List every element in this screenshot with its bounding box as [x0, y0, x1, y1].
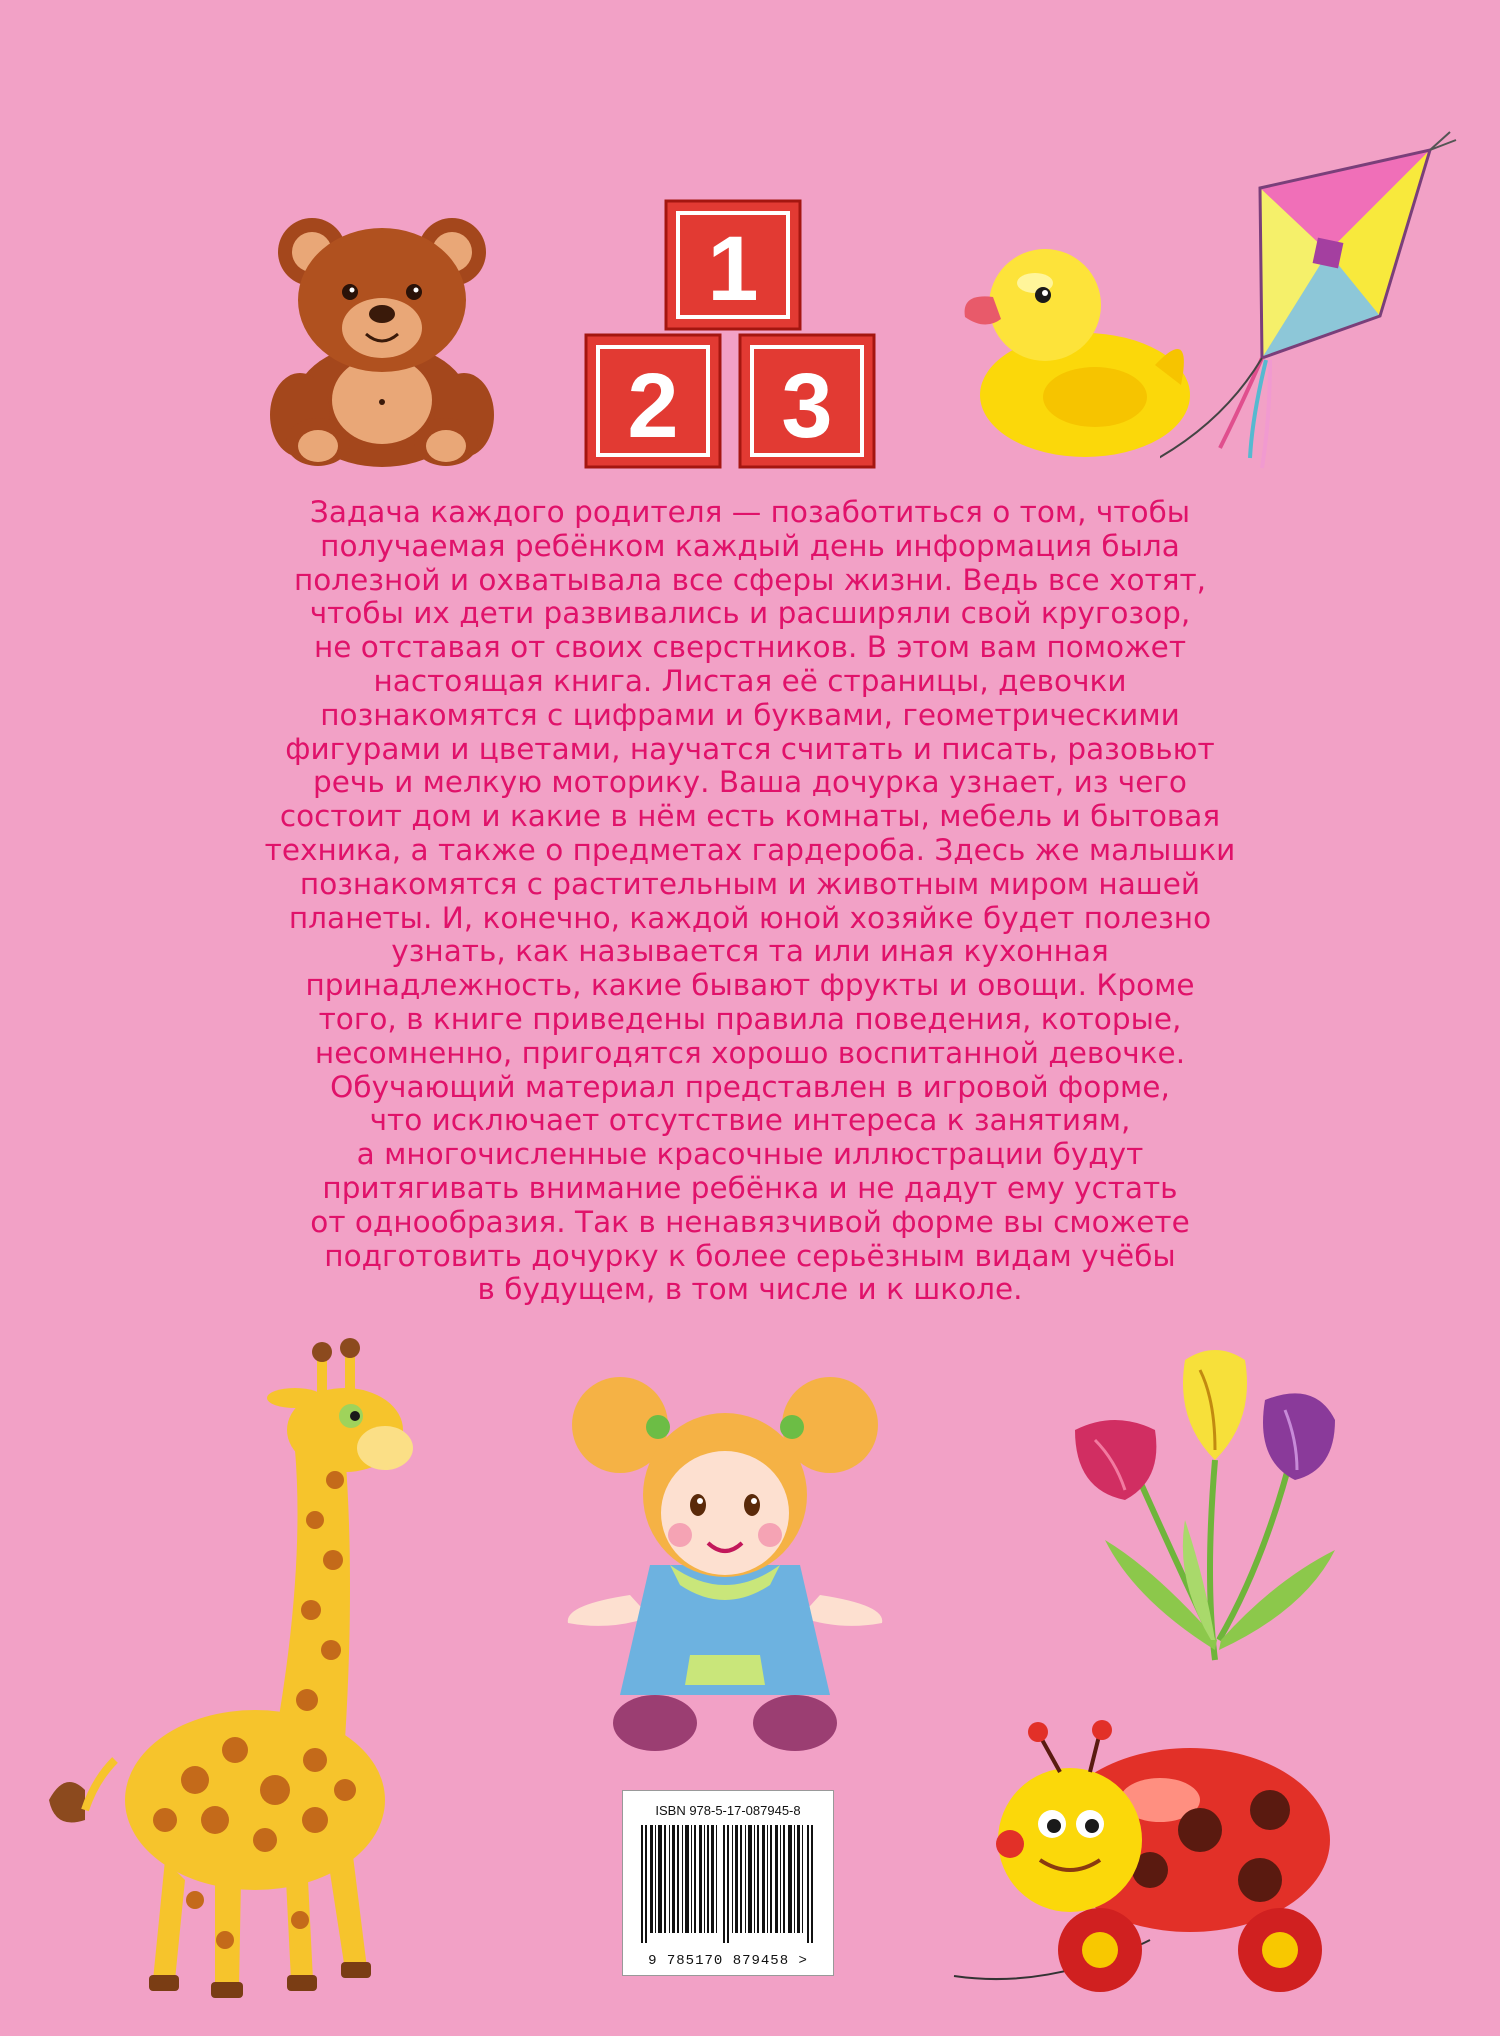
- blurb-line: речь и мелкую моторику. Ваша дочурка узнает, из чего: [313, 765, 1187, 800]
- doll-illustration: [560, 1355, 890, 1755]
- blurb-line: познакомятся с растительным и животным миром нашей: [299, 866, 1201, 901]
- blurb-line: настоящая книга. Листая её страницы, девочки: [373, 663, 1127, 698]
- blurb-line: техника, а также о предметах гардероба. Здесь же малышки: [264, 832, 1236, 867]
- blurb-line: подготовить дочурку к более серьёзным видам учёбы: [324, 1238, 1176, 1273]
- blurb-line: состоит дом и какие в нём есть комнаты, мебель и бытовая: [279, 799, 1221, 834]
- ean-digits: 9 785170 879458 >: [648, 1953, 808, 1969]
- barcode: [641, 1825, 815, 1943]
- blurb-line: чтобы их дети развивались и расширяли свой кругозор,: [309, 596, 1191, 631]
- blurb-line: того, в книге приведены правила поведения, которые,: [318, 1001, 1182, 1036]
- tulips-illustration: [1035, 1340, 1375, 1680]
- blurb-line: а многочисленные красочные иллюстрации будут: [356, 1137, 1144, 1172]
- kite-illustration: [1160, 128, 1460, 488]
- blurb-line: полезной и охватывала все сферы жизни. Ведь все хотят,: [293, 562, 1207, 597]
- blurb-line: узнать, как называется та или иная кухонная: [391, 934, 1109, 969]
- isbn-barcode-box: [622, 1790, 834, 1976]
- block-3-digit: 3: [781, 355, 833, 457]
- blurb-line: планеты. И, конечно, каждой юной хозяйке будет полезно: [288, 900, 1212, 935]
- blurb-line: Обучающий материал представлен в игровой форме,: [330, 1069, 1170, 1104]
- blurb-line: притягивать внимание ребёнка и не дадут ему устать: [322, 1170, 1178, 1205]
- blurb-line: несомненно, пригодятся хорошо воспитанной девочке.: [314, 1035, 1186, 1070]
- isbn-label: ISBN 978-5-17-087945-8: [655, 1803, 801, 1818]
- blurb-line: в будущем, в том числе и к школе.: [477, 1272, 1023, 1307]
- blurb-line: получаемая ребёнком каждый день информация была: [320, 528, 1180, 563]
- giraffe-illustration: [45, 1320, 425, 2010]
- block-1: [666, 201, 800, 329]
- block-1-digit: 1: [707, 218, 759, 320]
- blurb-line: что исключает отсутствие интереса к занятиям,: [369, 1103, 1131, 1138]
- blurb-line: познакомятся с цифрами и буквами, геометрическими: [320, 697, 1180, 732]
- teddy-bear-illustration: [262, 210, 502, 470]
- number-blocks-illustration: [580, 195, 880, 475]
- blurb-line: не отставая от своих сверстников. В этом вам поможет: [313, 630, 1187, 665]
- block-3: [740, 335, 874, 467]
- blurb-line: фигурами и цветами, научатся считать и писать, разовьют: [285, 731, 1215, 766]
- blurb-line: Задача каждого родителя — позаботиться о том, чтобы: [309, 495, 1191, 529]
- ladybug-pull-toy-illustration: [950, 1720, 1410, 2020]
- block-2: [586, 335, 720, 467]
- rubber-duck-illustration: [955, 235, 1195, 465]
- blurb-text: [150, 496, 1350, 1307]
- blurb-line: от однообразия. Так в ненавязчивой форме вы сможете: [310, 1204, 1190, 1239]
- block-2-digit: 2: [627, 355, 679, 457]
- blurb-line: принадлежность, какие бывают фрукты и овощи. Кроме: [305, 968, 1195, 1003]
